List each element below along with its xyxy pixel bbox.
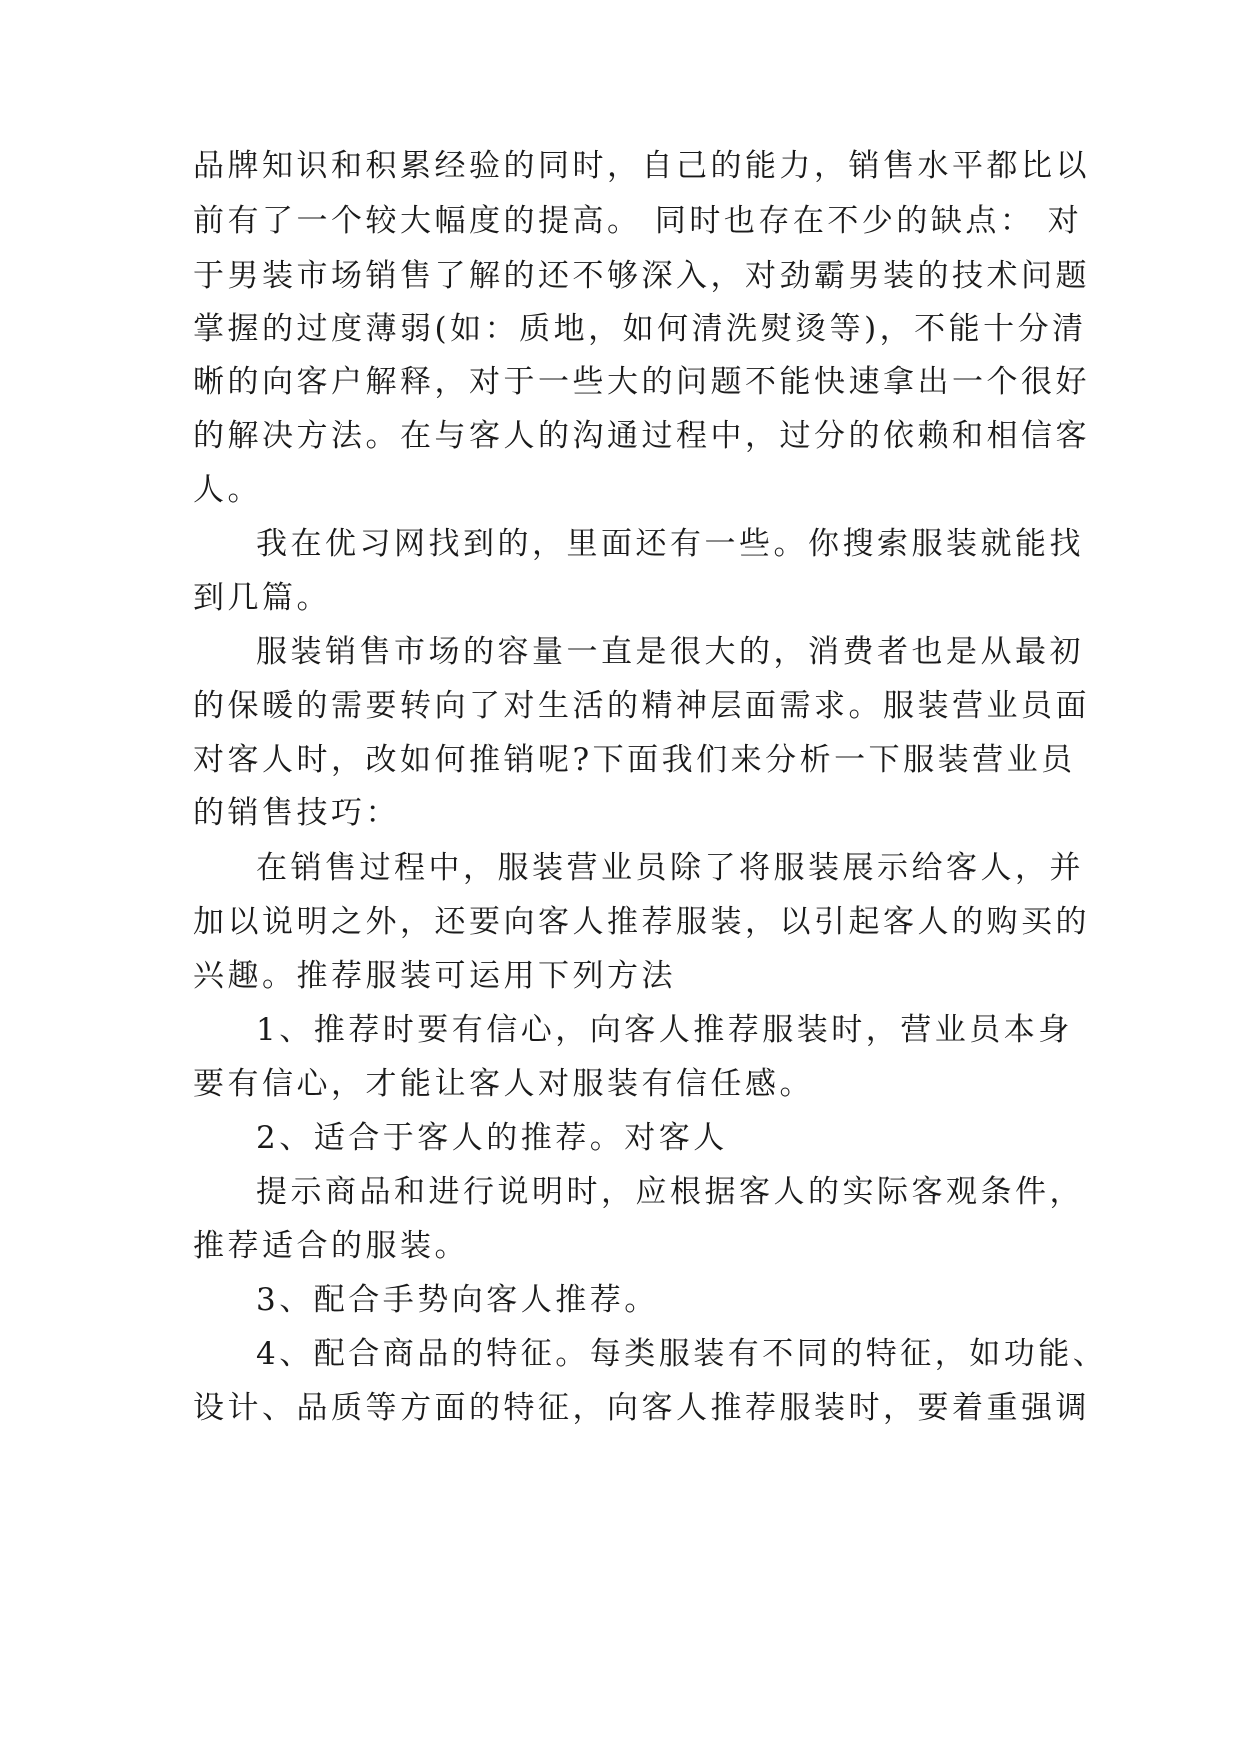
text-line: 我在优习网找到的，里面还有一些。你搜索服装就能找	[256, 526, 1084, 562]
text-line: 1、推荐时要有信心，向客人推荐服装时，营业员本身	[256, 1012, 1073, 1048]
text-line: 加以说明之外，还要向客人推荐服装，以引起客人的购买的	[193, 904, 1090, 940]
text-line: 晰的向客户解释，对于一些大的问题不能快速拿出一个很好	[193, 364, 1090, 400]
text-line: 推荐适合的服装。	[193, 1228, 469, 1264]
text-line: 的销售技巧：	[193, 795, 400, 831]
text-line: 的保暖的需要转向了对生活的精神层面需求。服装营业员面	[193, 688, 1090, 724]
text-line: 2、适合于客人的推荐。对客人	[256, 1120, 728, 1156]
text-line: 兴趣。推荐服装可运用下列方法	[193, 958, 676, 994]
text-line: 品牌知识和积累经验的同时，自己的能力，销售水平都比以	[193, 148, 1090, 184]
text-line: 服装销售市场的容量一直是很大的，消费者也是从最初	[256, 634, 1084, 670]
text-line: 前有了一个较大幅度的提高。 同时也存在不少的缺点： 对	[193, 203, 1083, 239]
text-line: 4、配合商品的特征。每类服装有不同的特征，如功能、	[256, 1336, 1108, 1372]
text-line: 3、配合手势向客人推荐。	[256, 1282, 659, 1318]
text-line: 到几篇。	[193, 580, 331, 616]
text-line: 设计、品质等方面的特征，向客人推荐服装时，要着重强调	[193, 1390, 1090, 1426]
text-line: 在销售过程中，服装营业员除了将服装展示给客人，并	[256, 850, 1084, 886]
text-line: 于男装市场销售了解的还不够深入，对劲霸男装的技术问题	[193, 258, 1090, 294]
text-line: 的解决方法。在与客人的沟通过程中，过分的依赖和相信客	[193, 418, 1090, 454]
text-line: 人。	[193, 472, 262, 508]
text-line: 提示商品和进行说明时，应根据客人的实际客观条件，	[256, 1174, 1084, 1210]
text-line: 对客人时，改如何推销呢?下面我们来分析一下服装营业员	[193, 742, 1076, 778]
text-line: 要有信心，才能让客人对服装有信任感。	[193, 1066, 814, 1102]
text-line: 掌握的过度薄弱(如：质地，如何清洗熨烫等)，不能十分清	[193, 311, 1087, 347]
